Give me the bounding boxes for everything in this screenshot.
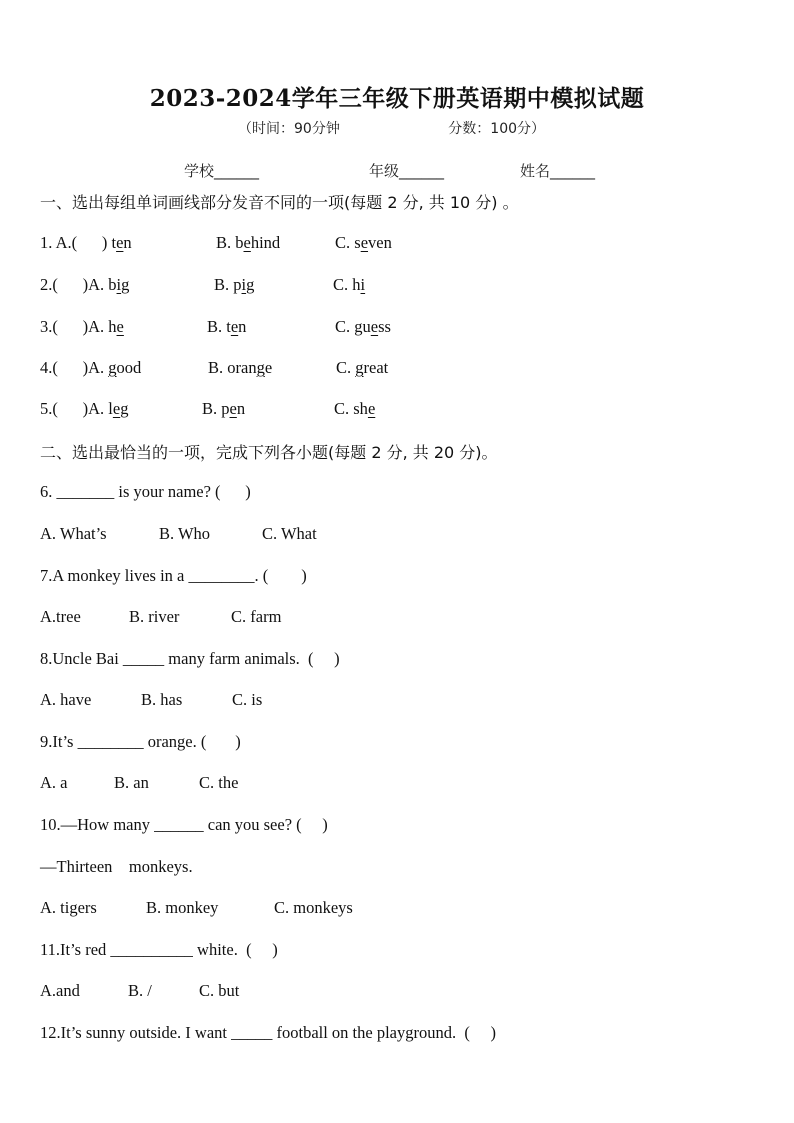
option-b: B. pen [202,399,246,418]
underlined-letter: e [112,399,121,418]
question-stem: 10.—How many ______ can you see? ( ) [40,815,328,834]
underlined-letter: i [241,275,247,294]
option-a: A. What’s [40,524,107,543]
time-limit: （时间：90分钟 [238,121,340,137]
question-stem: 6. _______ is your name? ( ) [40,482,251,501]
underlined-letter: e [367,399,376,418]
option-c: C. What [262,524,317,543]
option-b: B. / [128,981,152,1000]
school-field: 学校______ [184,162,260,180]
question-number: 3.( )A. h [40,317,117,336]
option-c: C. but [199,981,240,1000]
option-a: A. have [40,690,92,709]
underlined-letter: e [360,233,369,252]
question-number: 5.( )A. l [40,399,113,418]
option-b: B. pig [214,275,255,294]
option-a: A. tigers [40,898,97,917]
name-field: 姓名______ [520,162,596,180]
page-title: 2023-2024学年三年级下册英语期中模拟试题 [149,85,645,112]
underlined-letter: e [116,317,124,336]
option-b: B. river [129,607,180,626]
underlined-letter: e [370,317,379,336]
section-heading-2: 二、选出最恰当的一项，完成下列各小题(每题 2 分, 共 20 分)。 [40,443,498,462]
underlined-letter: g [108,358,117,377]
option-b: B. monkey [146,898,219,917]
underlined-letter: e [230,317,239,336]
question-stem: 9.It’s ________ orange. ( ) [40,732,241,751]
grade-field: 年级______ [369,162,445,180]
option-b: B. ten [207,317,247,336]
option-a: A.tree [40,607,81,626]
option-c: C. monkeys [274,898,353,917]
option-c: C. she [334,399,376,418]
option-b: B. has [141,690,183,709]
question-stem: 7.A monkey lives in a ________. ( ) [40,566,307,585]
underlined-letter: g [256,358,265,377]
question-number: 4.( )A. [40,358,109,377]
underlined-letter: i [116,275,122,294]
option-b: B. an [114,773,149,792]
question-number: 2.( )A. b [40,275,117,294]
option-b: B. behind [216,233,281,252]
option-b: B. Who [159,524,211,543]
option-a: A.and [40,981,80,1000]
exam-meta [238,118,545,138]
total-score: 分数：100分） [448,121,546,137]
underlined-letter: g [355,358,364,377]
question-number: 1. A.( ) [40,233,112,252]
option-c: C. is [232,690,263,709]
underlined-letter: e [243,233,251,252]
option-c: C. hi [333,275,366,294]
option-c: C. farm [231,607,282,626]
option-c: C. the [199,773,239,792]
underlined-letter: e [116,233,124,252]
option-c: C. great [336,358,389,377]
option-a: A. a [40,773,68,792]
question-stem: 8.Uncle Bai _____ many farm animals. ( ) [40,649,340,668]
option-c: C. seven [335,233,392,252]
option-c: C. guess [335,317,391,336]
underlined-letter: i [360,275,366,294]
underlined-letter: e [229,399,237,418]
question-stem: 11.It’s red __________ white. ( ) [40,940,278,959]
dialogue-answer: —Thirteen monkeys. [40,857,193,876]
section-heading-1: 一、选出每组单词画线部分发音不同的一项(每题 2 分, 共 10 分) 。 [40,193,519,212]
option-b: B. orange [208,358,273,377]
question-stem: 12.It’s sunny outside. I want _____ football on the playground. ( ) [40,1023,496,1042]
